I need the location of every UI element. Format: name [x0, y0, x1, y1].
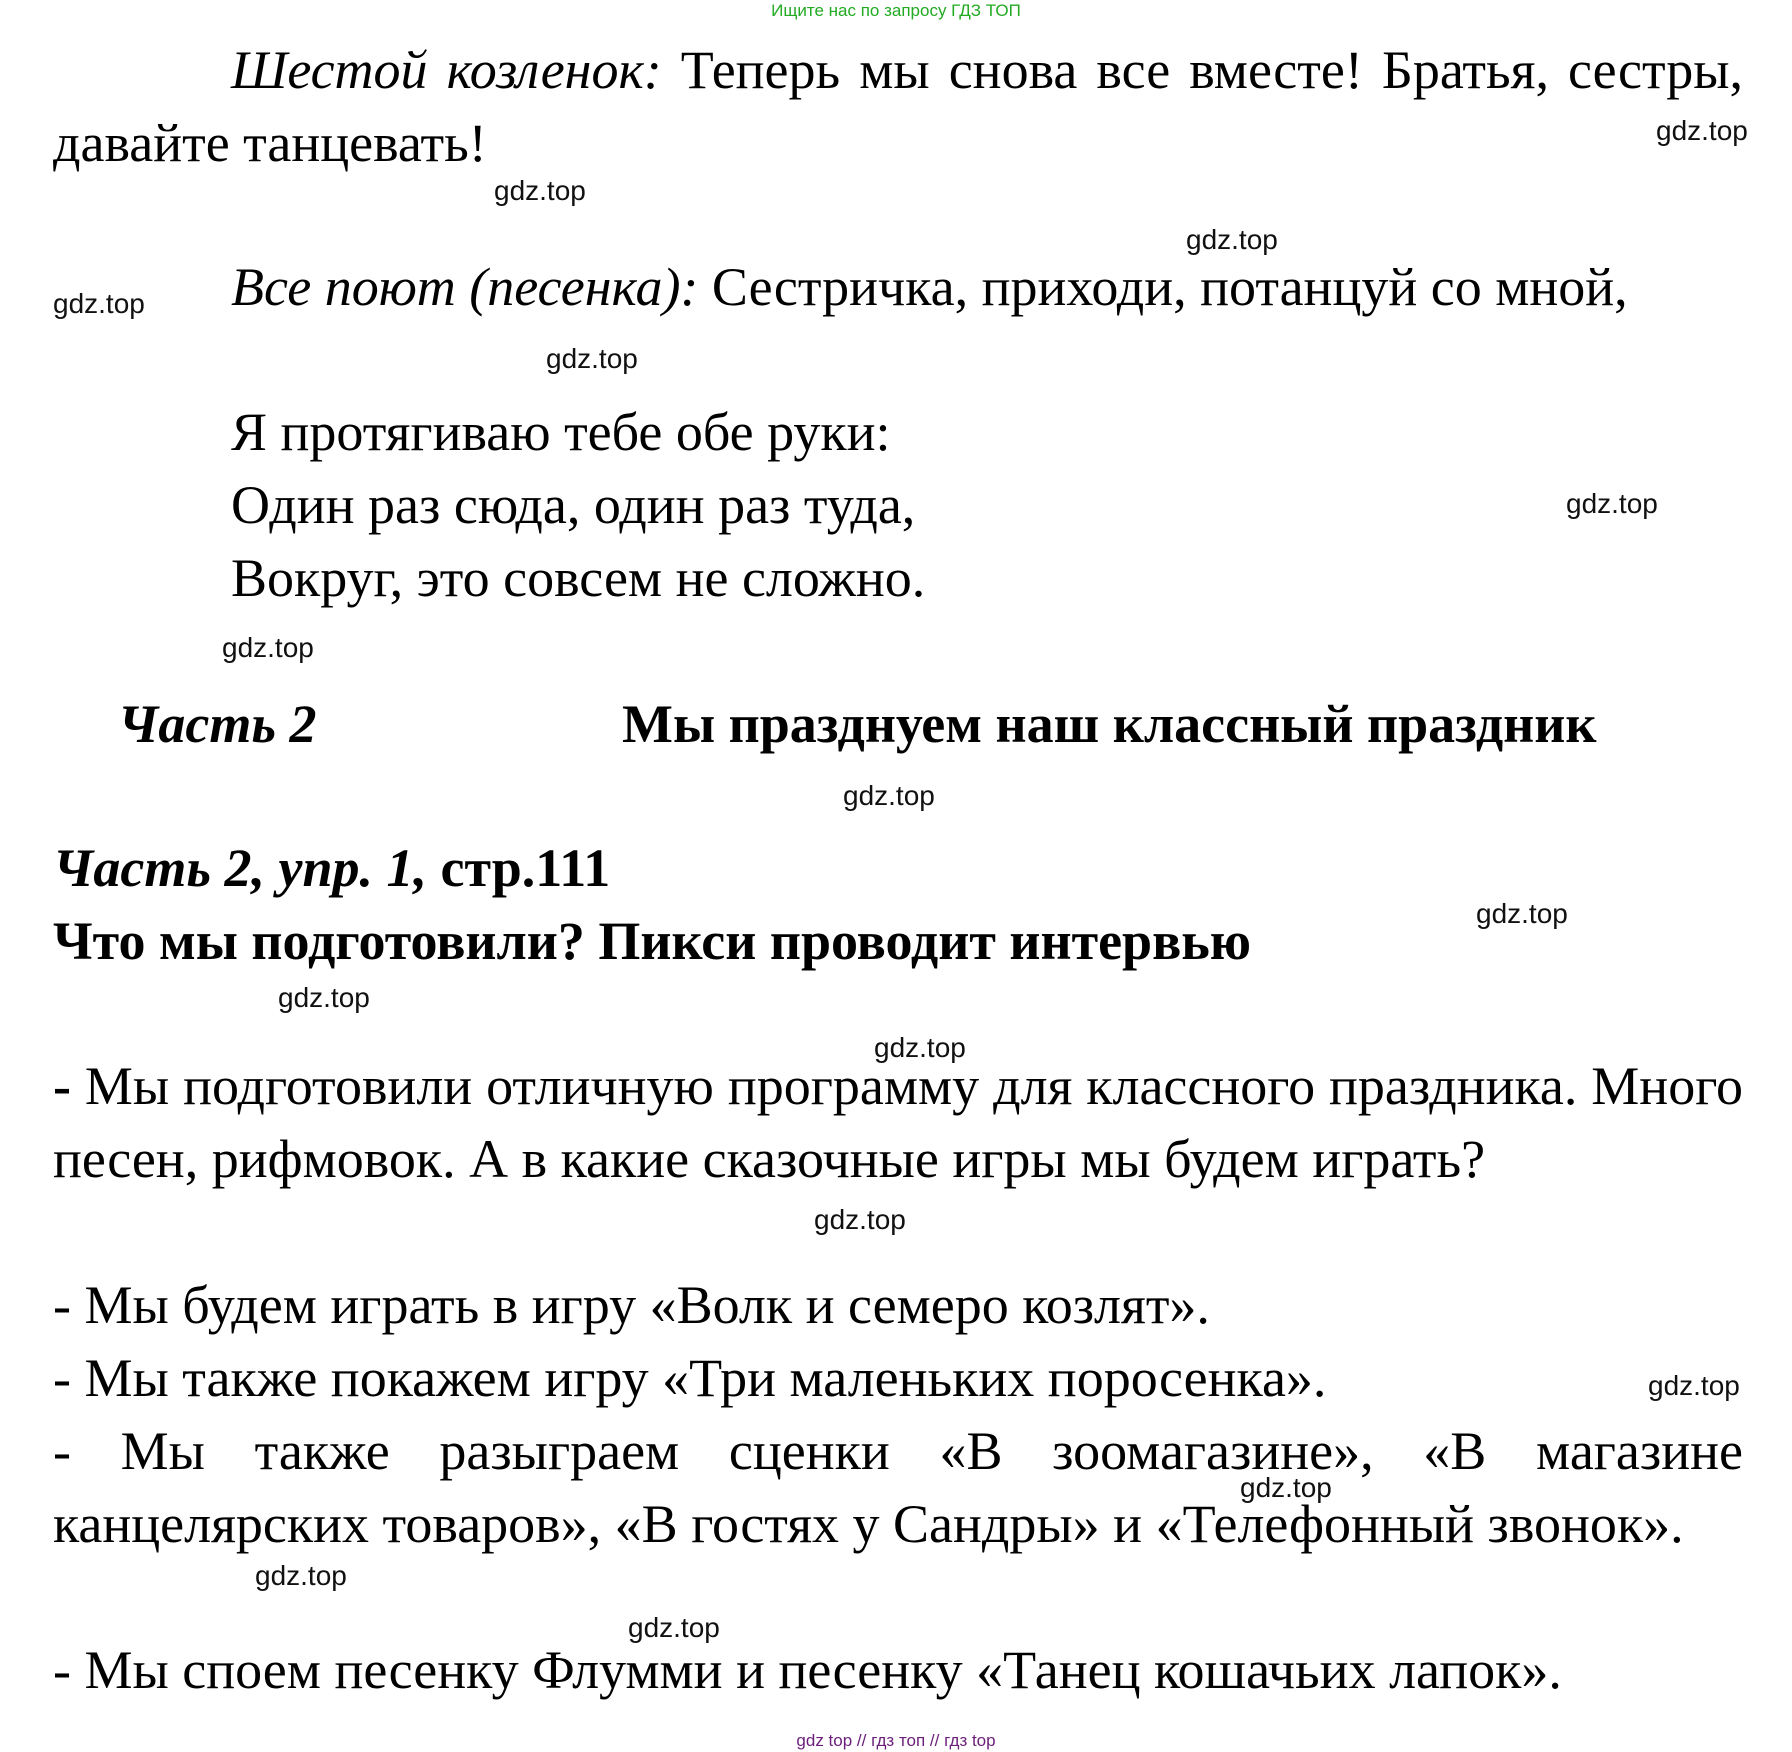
- verse-line: Я протягиваю тебе обе руки:: [231, 402, 891, 462]
- watermark: gdz.top: [1656, 115, 1748, 146]
- speaker-1: Шестой козленок:: [231, 40, 662, 100]
- watermark: gdz.top: [1240, 1472, 1332, 1503]
- exercise-reference: [53, 832, 610, 905]
- dialog-text-1: Мы подготовили отличную программу для классного праздника. Много песен, рифмовок. А в какие сказочные игры мы будем играть?: [53, 1056, 1744, 1189]
- dialog-dash: -: [53, 1056, 71, 1116]
- watermark: gdz.top: [1476, 898, 1568, 929]
- top-banner: Ищите нас по запросу ГДЗ ТОП: [771, 1, 1021, 20]
- scene-paragraph-2: [53, 251, 1743, 324]
- speaker-2: Все поют (песенка):: [231, 257, 699, 317]
- watermark: gdz.top: [278, 982, 370, 1013]
- watermark: gdz.top: [255, 1560, 347, 1591]
- dialog-paragraph-1: [53, 1050, 1743, 1196]
- watermark: gdz.top: [1648, 1370, 1740, 1401]
- part-label: Часть 2: [118, 694, 317, 754]
- watermark: gdz.top: [874, 1032, 966, 1063]
- watermark: gdz.top: [628, 1612, 720, 1643]
- watermark: gdz.top: [494, 175, 586, 206]
- watermark: gdz.top: [814, 1204, 906, 1235]
- exercise-page: стр.111: [440, 838, 611, 898]
- watermark: gdz.top: [1186, 224, 1278, 255]
- dialog-paragraph-3: - Мы также покажем игру «Три маленьких поросенка».: [53, 1348, 1327, 1408]
- watermark: gdz.top: [53, 288, 145, 319]
- scene-line-2: Сестричка, приходи, потанцуй со мной,: [711, 257, 1628, 317]
- watermark: gdz.top: [546, 343, 638, 374]
- dialog-paragraph-5: - Мы споем песенку Флумми и песенку «Танец кошачьих лапок».: [53, 1640, 1562, 1700]
- dialog-paragraph-4: - Мы также разыграем сценки «В зоомагазине», «В магазине канцелярских товаров», «В гостях у Сандры» и «Телефонный звонок».: [53, 1421, 1743, 1554]
- verse-line: Вокруг, это совсем не сложно.: [231, 548, 926, 608]
- watermark: gdz.top: [222, 632, 314, 663]
- footer: gdz top // гдз топ // гдз top: [796, 1731, 996, 1750]
- part-title: Мы празднуем наш классный праздник: [622, 694, 1597, 754]
- watermark: gdz.top: [1566, 488, 1658, 519]
- verse-line: Один раз сюда, один раз туда,: [231, 475, 916, 535]
- scene-paragraph-1: [53, 34, 1743, 180]
- watermark: gdz.top: [843, 780, 935, 811]
- exercise-title: Что мы подготовили? Пикси проводит интервью: [53, 911, 1252, 971]
- exercise-ref-italic: Часть 2, упр. 1,: [53, 838, 428, 898]
- dialog-paragraph-2: - Мы будем играть в игру «Волк и семеро козлят».: [53, 1275, 1210, 1335]
- scene-line-1: Теперь мы снова все вместе! Братья, сестры, давайте танцевать!: [53, 40, 1743, 173]
